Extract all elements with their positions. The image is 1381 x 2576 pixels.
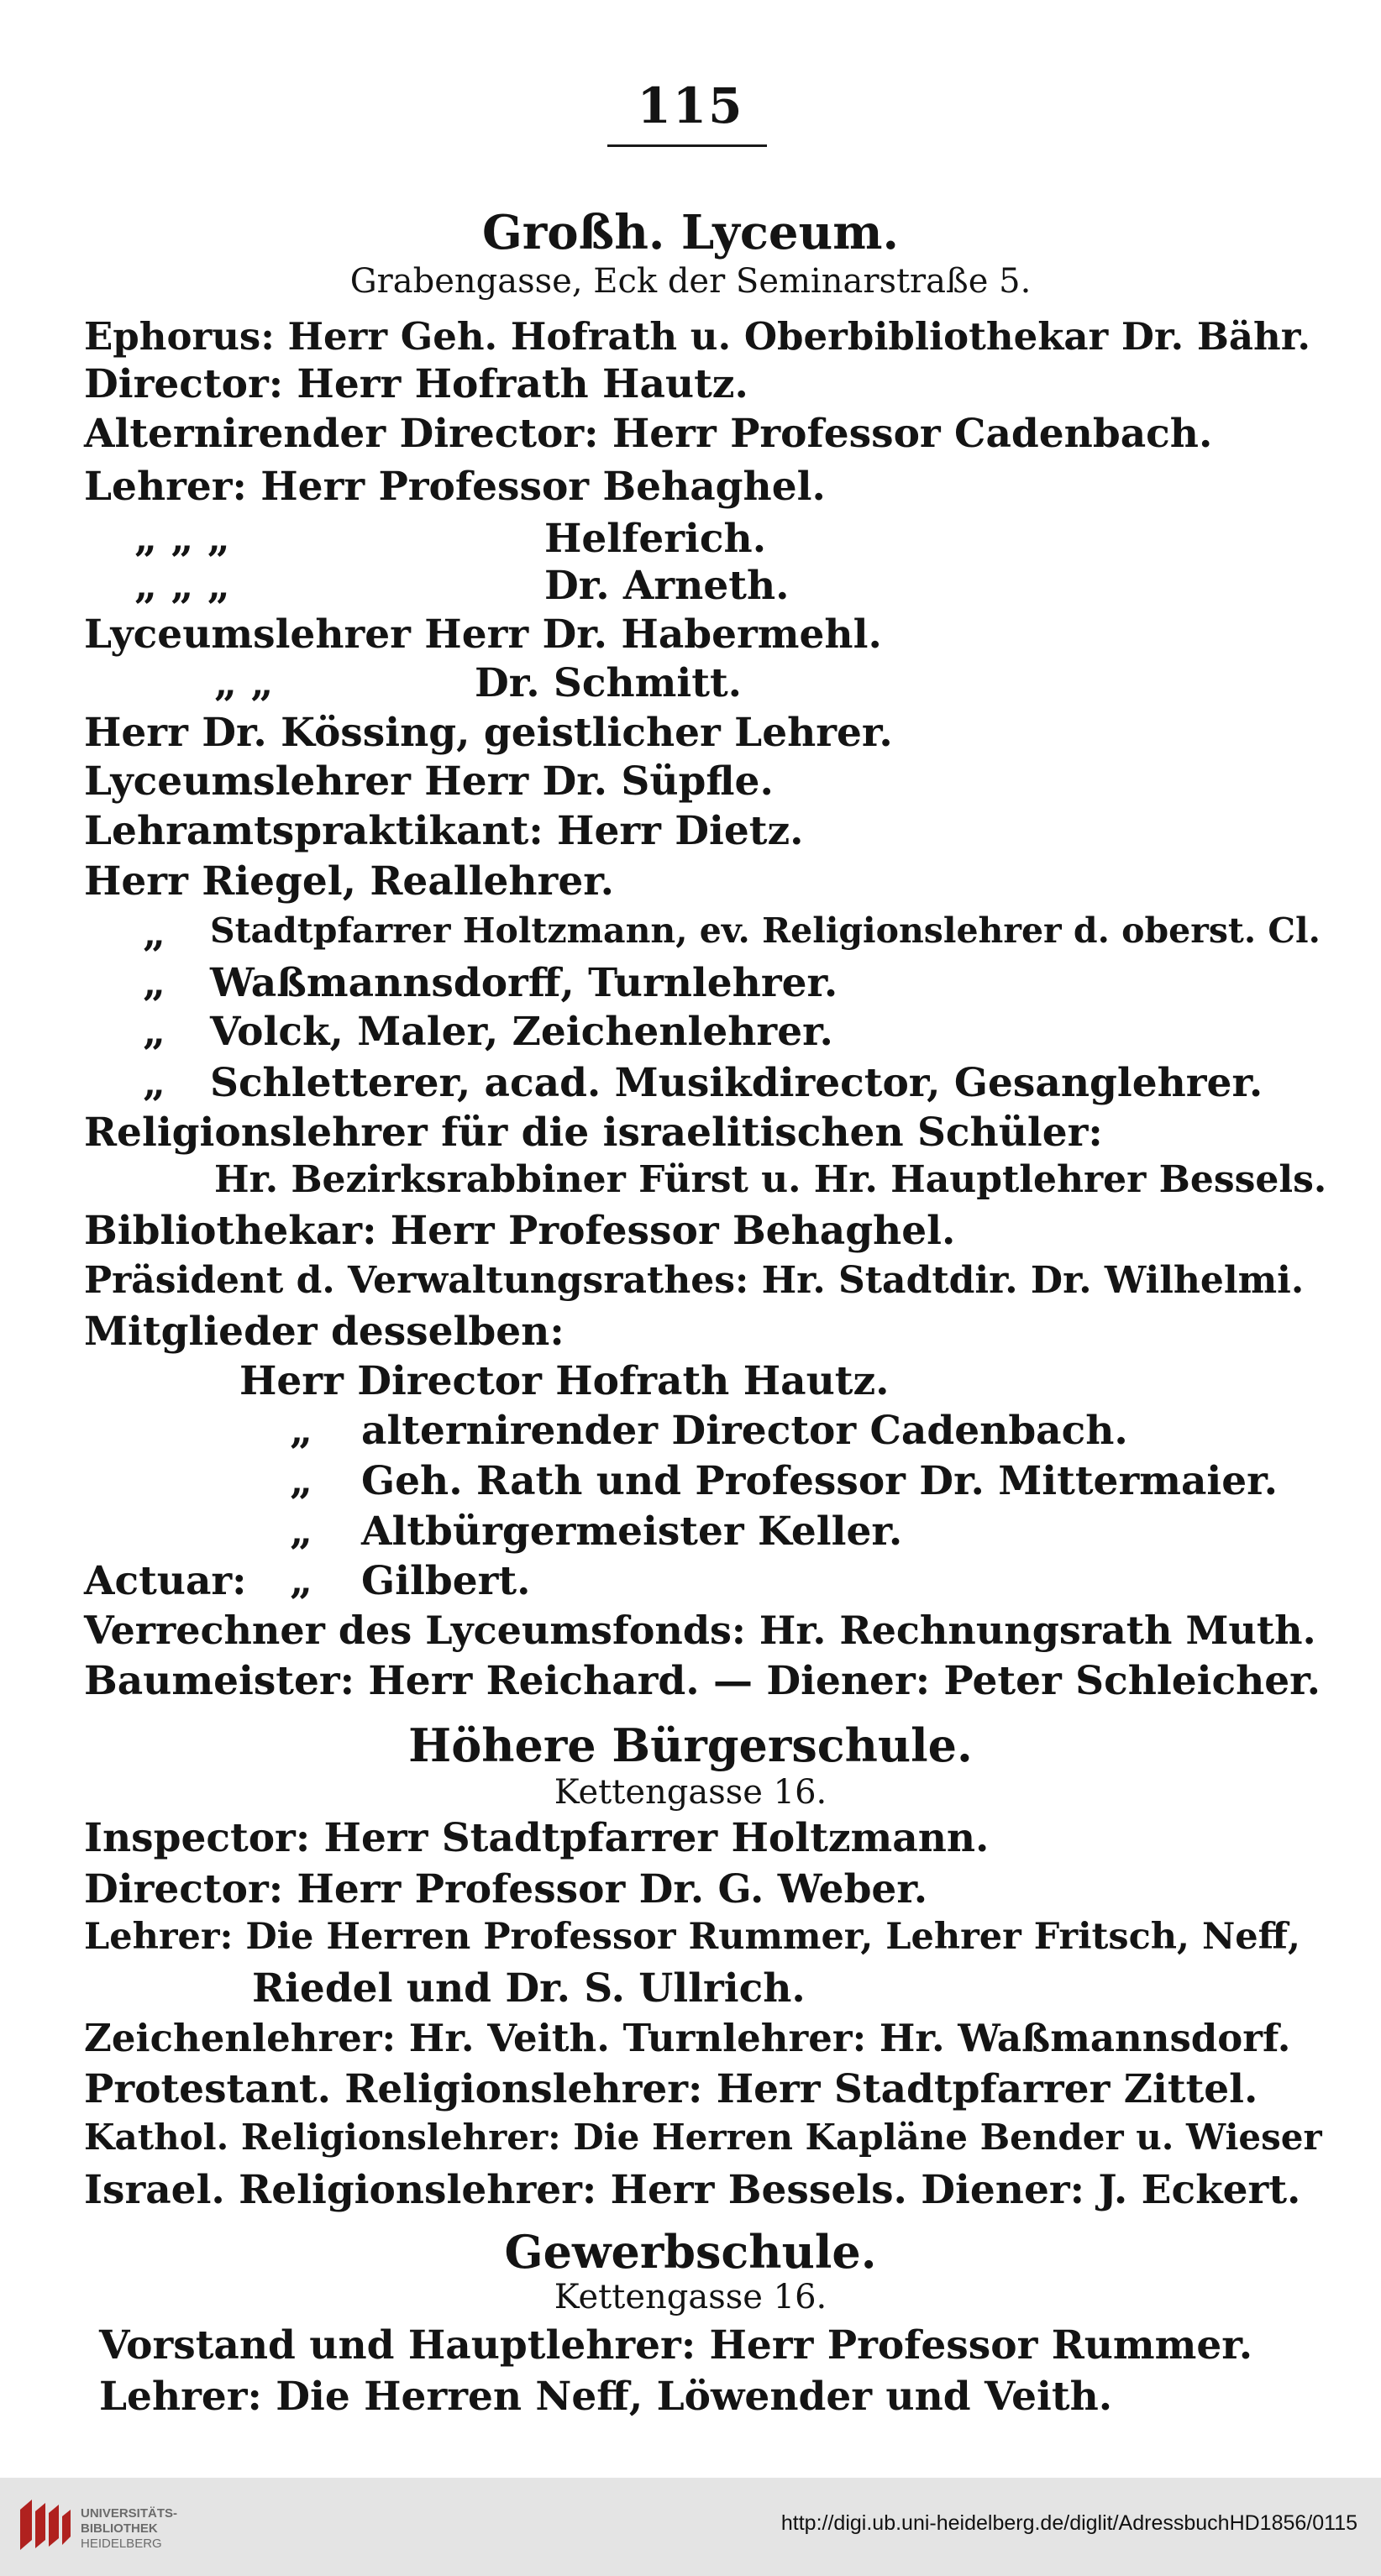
university-library-logo-icon [13, 2493, 77, 2557]
ditto-marks: „ [143, 960, 166, 1006]
entry-line: Inspector: Herr Stadtpfarrer Holtzmann. [84, 1815, 990, 1861]
ditto-marks: „ „ [214, 660, 274, 706]
entry-line: Lyceumslehrer Herr Dr. Habermehl. [84, 611, 882, 658]
entry-line: Herr Director Hofrath Hautz. [239, 1358, 890, 1404]
page-number: 115 [637, 77, 744, 134]
section-title-buergerschule: Höhere Bürgerschule. [408, 1718, 973, 1772]
ditto-marks: „ [143, 1060, 166, 1106]
entry-line: Volck, Maler, Zeichenlehrer. [210, 1009, 833, 1055]
entry-line: Religionslehrer für die israelitischen Schüler: [84, 1110, 1103, 1156]
entry-line: Israel. Religionslehrer: Herr Bessels. Diener: J. Eckert. [84, 2167, 1301, 2213]
entry-line: Alternirender Director: Herr Professor Cadenbach. [84, 411, 1213, 457]
entry-line: Hr. Bezirksrabbiner Fürst u. Hr. Hauptlehrer Bessels. [214, 1158, 1327, 1201]
header-rule [607, 144, 767, 147]
entry-line: Geh. Rath und Professor Dr. Mittermaier. [361, 1458, 1278, 1504]
entry-line: Vorstand und Hauptlehrer: Herr Professor Rummer. [99, 2322, 1253, 2369]
entry-line: Dr. Arneth. [544, 563, 790, 609]
entry-line: Lehrer: Herr Professor Behaghel. [84, 464, 826, 510]
entry-line: Dr. Schmitt. [475, 660, 743, 706]
entry-line: Kathol. Religionslehrer: Die Herren Kapläne Bender u. Wieser [84, 2117, 1322, 2158]
ditto-marks: „ [143, 910, 166, 957]
ditto-marks: „ „ „ [134, 563, 230, 609]
entry-line: Riedel und Dr. S. Ullrich. [252, 1965, 806, 2012]
ditto-marks: „ [290, 1558, 313, 1604]
entry-line: Lyceumslehrer Herr Dr. Süpfle. [84, 758, 774, 805]
entry-line: Altbürgermeister Keller. [361, 1508, 903, 1555]
entry-line: Mitglieder desselben: [84, 1309, 564, 1355]
entry-line: Stadtpfarrer Holtzmann, ev. Religionslehrer d. oberst. Cl. [210, 910, 1321, 951]
entry-line: Herr Riegel, Reallehrer. [84, 858, 615, 905]
entry-line: alternirender Director Cadenbach. [361, 1408, 1128, 1454]
section-address-lyceum: Grabengasse, Eck der Seminarstraße 5. [349, 262, 1032, 301]
section-title-lyceum: Großh. Lyceum. [481, 205, 900, 260]
entry-label: Actuar: [84, 1558, 247, 1604]
entry-line: Bibliothekar: Herr Professor Behaghel. [84, 1208, 956, 1254]
entry-line: Director: Herr Professor Dr. G. Weber. [84, 1866, 928, 1912]
entry-line: Schletterer, acad. Musikdirector, Gesanglehrer. [210, 1060, 1263, 1106]
ditto-marks: „ [290, 1458, 313, 1504]
entry-line: Zeichenlehrer: Hr. Veith. Turnlehrer: Hr. Waßmannsdorf. [84, 2016, 1291, 2060]
entry-line: Herr Dr. Kössing, geistlicher Lehrer. [84, 710, 893, 756]
entry-line: Ephorus: Herr Geh. Hofrath u. Oberbibliothekar Dr. Bähr. [84, 314, 1311, 359]
ditto-marks: „ [290, 1508, 313, 1555]
source-url[interactable]: http://digi.ub.uni-heidelberg.de/diglit/AdressbuchHD1856/0115 [780, 2511, 1357, 2535]
institution-name: UNIVERSITÄTS- BIBLIOTHEK HEIDELBERG [81, 2506, 178, 2551]
entry-line: Helferich. [544, 516, 767, 562]
section-title-gewerbschule: Gewerbschule. [504, 2225, 877, 2279]
entry-line: Lehrer: Die Herren Professor Rummer, Lehrer Fritsch, Neff, [84, 1916, 1300, 1958]
entry-line: Waßmannsdorff, Turnlehrer. [210, 960, 838, 1006]
ditto-marks: „ „ „ [134, 516, 230, 562]
section-address-gewerbschule: Kettengasse 16. [554, 2278, 827, 2316]
entry-line: Director: Herr Hofrath Hautz. [84, 361, 748, 407]
entry-line: Lehrer: Die Herren Neff, Löwender und Veith. [99, 2374, 1113, 2420]
entry-line: Baumeister: Herr Reichard. — Diener: Peter Schleicher. [84, 1658, 1321, 1704]
section-address-buergerschule: Kettengasse 16. [554, 1773, 827, 1812]
ditto-marks: „ [290, 1408, 313, 1454]
entry-line: Protestant. Religionslehrer: Herr Stadtpfarrer Zittel. [84, 2066, 1258, 2112]
entry-line: Präsident d. Verwaltungsrathes: Hr. Stadtdir. Dr. Wilhelmi. [84, 1259, 1305, 1302]
entry-line: Gilbert. [361, 1558, 531, 1604]
entry-line: Lehramtspraktikant: Herr Dietz. [84, 808, 804, 854]
digitization-footer [0, 2478, 1381, 2576]
ditto-marks: „ [143, 1009, 166, 1055]
entry-line: Verrechner des Lyceumsfonds: Hr. Rechnungsrath Muth. [84, 1608, 1316, 1653]
